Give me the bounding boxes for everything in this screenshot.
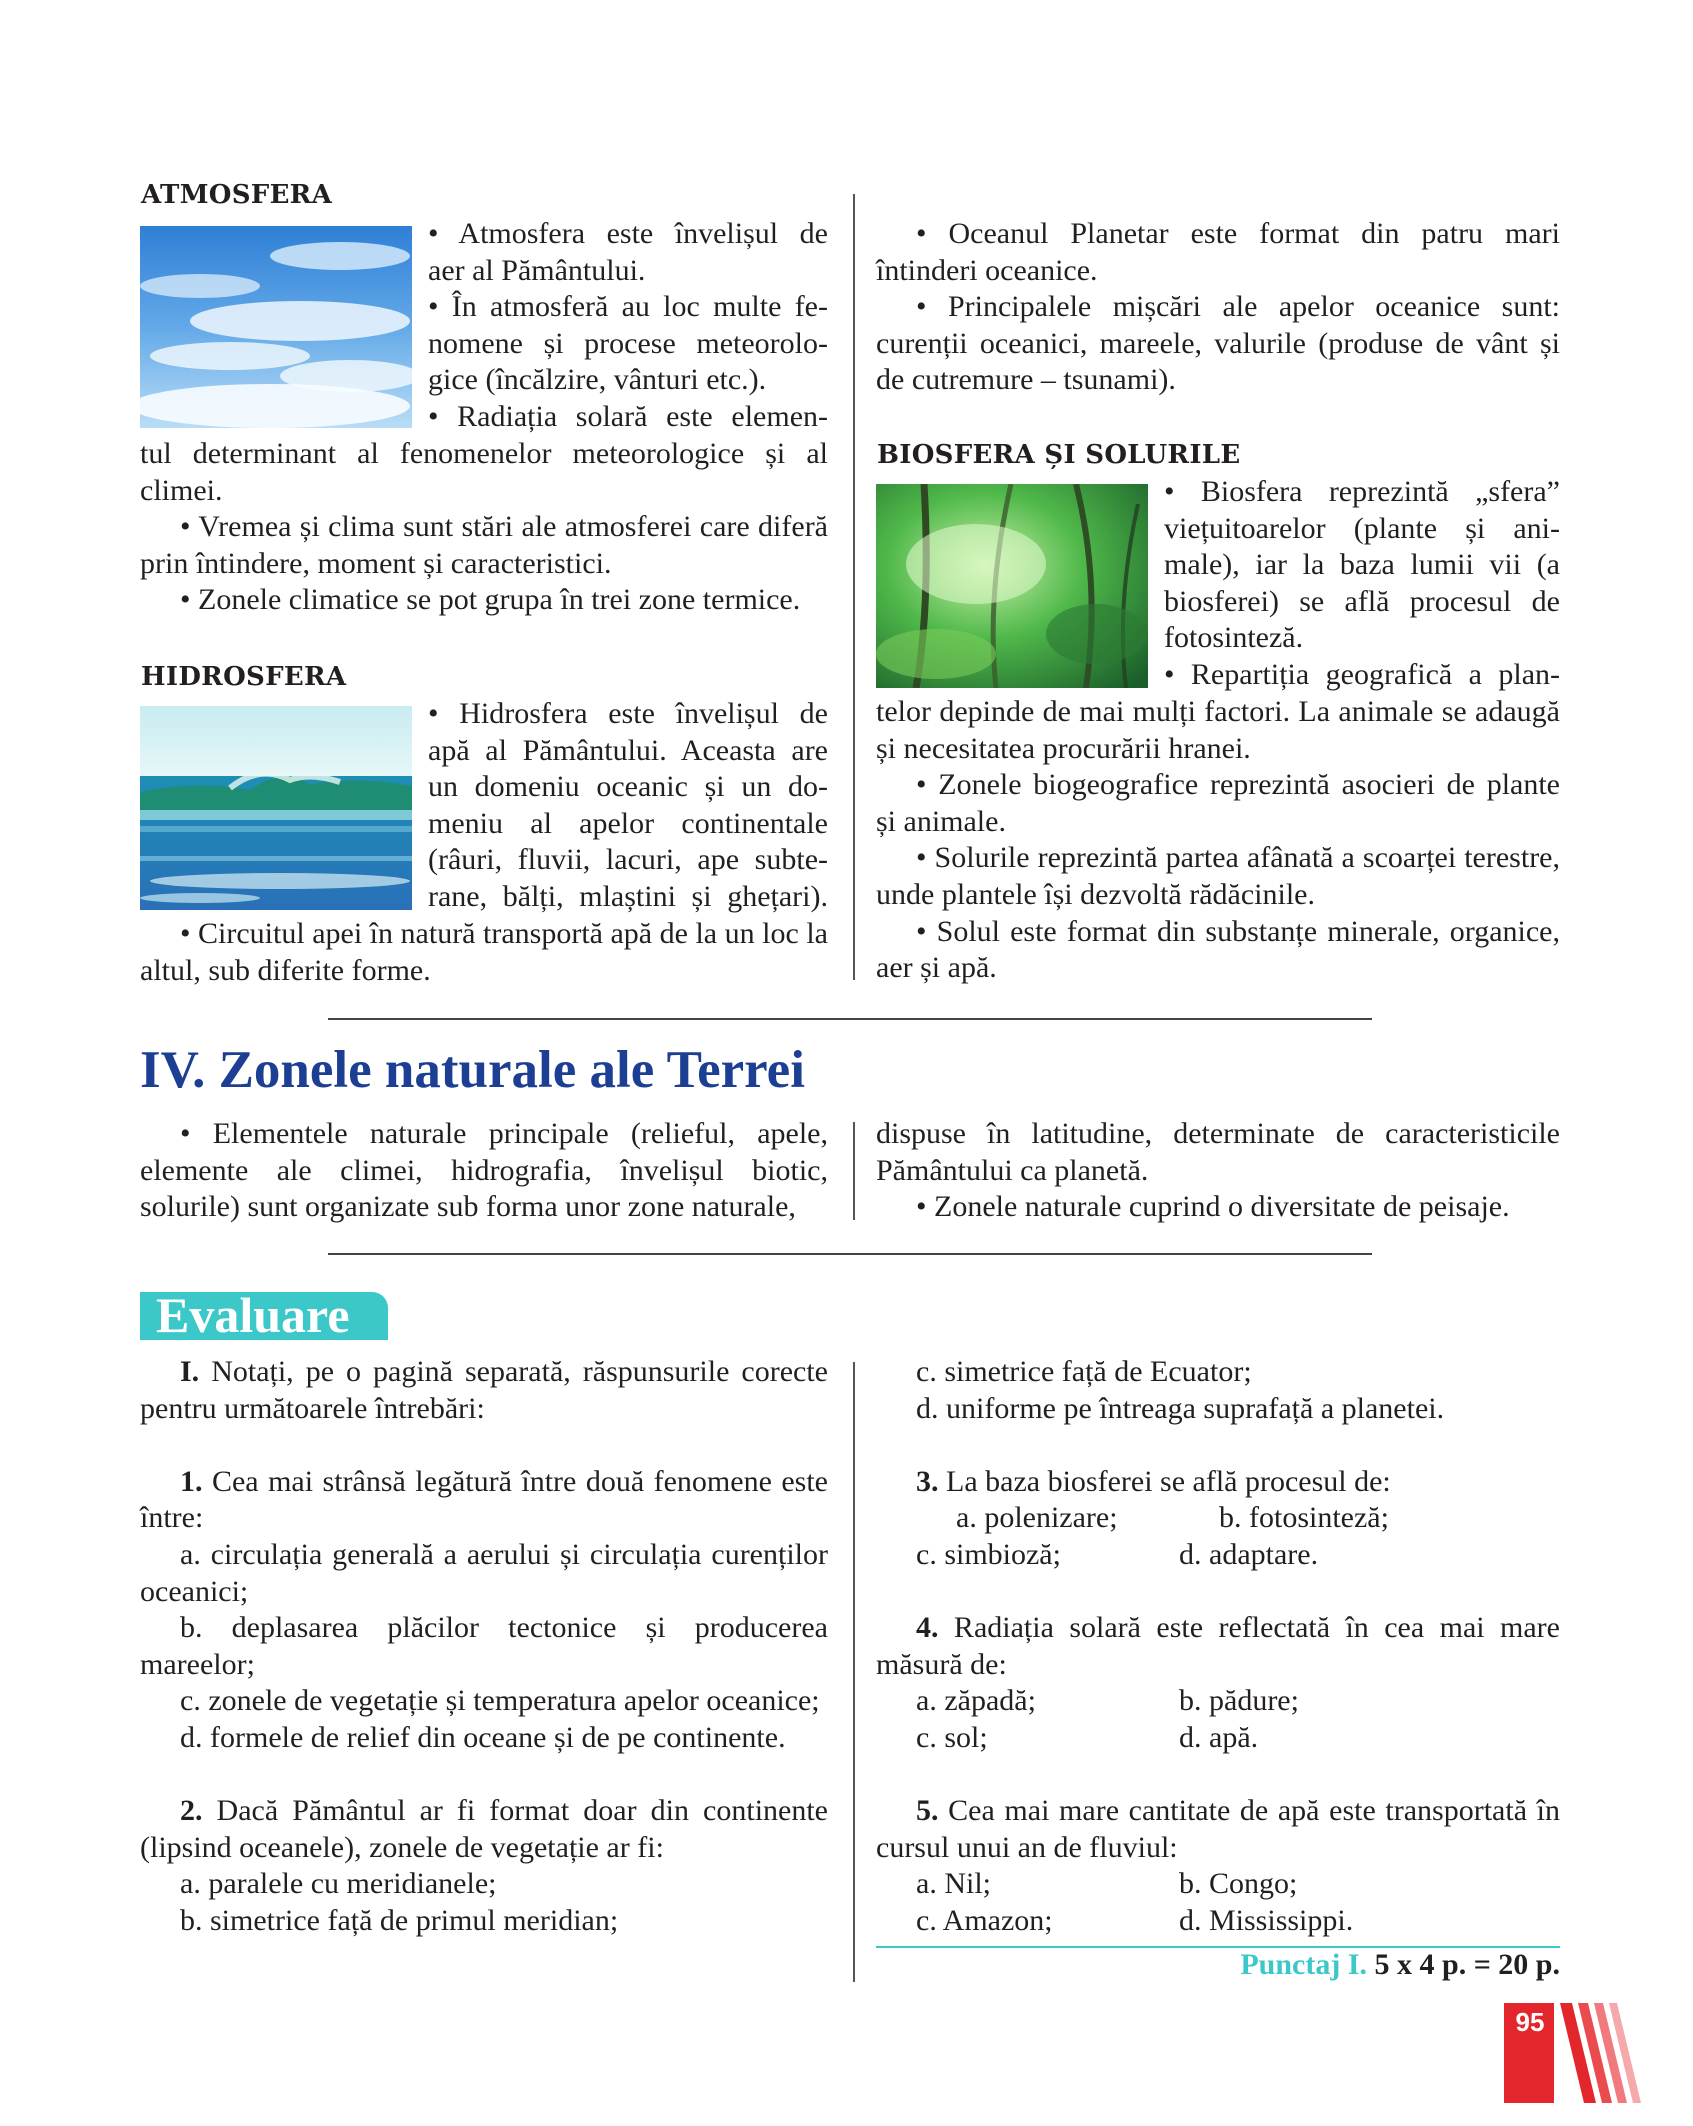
answer-option: a. circulația generală a aerului și circulația curenților oceanici; xyxy=(140,1537,828,1608)
text-line: apă al Pământului. Aceasta are xyxy=(428,733,828,767)
exercise-instructions: Notați, pe o pagină separată, răspunsurile corecte pentru următoarele întrebări: xyxy=(140,1355,828,1425)
paragraph: • Solurile reprezintă partea afânată a scoarței terestre, unde plantele își dezvoltă rădăcinile. xyxy=(876,841,1560,911)
column-divider xyxy=(853,1362,855,1982)
answer-option: a. Nil; xyxy=(916,1867,991,1901)
hidrosfera-wrap-text xyxy=(428,696,828,916)
paragraph: telor depinde de mai mulți factori. La animale se adaugă și necesitatea procurării hranei. xyxy=(876,695,1560,765)
paragraph: • Zonele climatice se pot grupa în trei zone termice. xyxy=(180,583,801,617)
question-number: 3. xyxy=(916,1464,939,1498)
evaluare-right-column xyxy=(876,1354,1560,1940)
answer-row xyxy=(876,1537,1560,1574)
forest-photo xyxy=(876,484,1148,688)
sky-photo xyxy=(140,226,412,428)
section-separator xyxy=(328,1018,1372,1020)
paragraph: dispuse în latitudine, determinate de caracteristicile Pământului ca planetă. xyxy=(876,1117,1560,1187)
question-3 xyxy=(876,1464,1560,1501)
text-line: fotosinteză. xyxy=(1164,621,1304,655)
text-line: • Biosfera reprezintă „sfera” xyxy=(1164,475,1560,508)
biosfera-body xyxy=(876,694,1560,987)
text-line: • Atmosfera este învelișul de xyxy=(428,217,828,250)
question-4 xyxy=(876,1610,1560,1683)
question-number: 2. xyxy=(180,1794,203,1828)
atmosfera-heading: ATMOSFERA xyxy=(141,180,333,210)
answer-option: b. pădure; xyxy=(1179,1684,1299,1718)
text-line: un domeniu oceanic și un do- xyxy=(428,770,828,804)
hidrosfera-body xyxy=(140,916,828,989)
question-number: 1. xyxy=(180,1464,203,1498)
text-line: gice (încălzire, vânturi etc.). xyxy=(428,363,767,397)
answer-option: b. fotosinteză; xyxy=(1219,1501,1389,1535)
answer-option: c. simbioză; xyxy=(916,1537,1061,1571)
answer-row xyxy=(876,1866,1560,1903)
ocean-wave-photo xyxy=(140,706,412,910)
answer-option: a. zăpadă; xyxy=(916,1684,1036,1718)
exercise-intro xyxy=(140,1354,828,1427)
text-line: • Repartiția geografică a plan- xyxy=(1164,657,1560,691)
biosfera-heading: BIOSFERA ȘI SOLURILE xyxy=(877,440,1241,470)
question-text: Cea mai strânsă legătură între două fenomene este între: xyxy=(140,1464,828,1535)
question-text: Radiația solară este reflectată în cea mai mare măsură de: xyxy=(876,1611,1560,1681)
answer-option: a. polenizare; xyxy=(956,1501,1118,1535)
exercise-number: I. xyxy=(180,1355,200,1388)
column-divider xyxy=(853,1122,855,1220)
paragraph: • Oceanul Planetar este format din patru mari întinderi oceanice. xyxy=(876,217,1560,287)
answer-row xyxy=(876,1683,1560,1720)
paragraph: • Solul este format din substanțe minerale, organice, aer și apă. xyxy=(876,914,1560,985)
answer-row xyxy=(876,1500,1560,1537)
answer-option: d. formele de relief din oceane și de pe continente. xyxy=(180,1720,786,1754)
text-line: rane, bălți, mlaștini și ghețari). xyxy=(428,879,828,913)
question-number: 4. xyxy=(916,1611,939,1645)
question-1 xyxy=(140,1464,828,1537)
paragraph: • Vremea și clima sunt stări ale atmosferei care diferă prin întindere, moment și caracteristici. xyxy=(140,510,828,580)
answer-option: c. zonele de vegetație și temperatura apelor oceanice; xyxy=(180,1684,820,1718)
answer-option: b. simetrice față de primul meridian; xyxy=(180,1903,619,1937)
score-line xyxy=(876,1948,1560,1982)
paragraph: • Elementele naturale principale (relieful, apele, elemente ale climei, hidrografia, învelișul biotic, solurile) sunt organizate sub forma unor zone naturale, xyxy=(140,1117,828,1224)
answer-option: a. paralele cu meridianele; xyxy=(180,1867,497,1901)
column-divider xyxy=(853,194,855,980)
text-line: • În atmosferă au loc multe fe- xyxy=(428,290,828,324)
answer-row xyxy=(876,1720,1560,1757)
text-line: viețuitoarelor (plante și ani- xyxy=(1164,511,1560,545)
evaluare-left-column xyxy=(140,1354,828,1940)
question-text: La baza biosferei se află procesul de: xyxy=(938,1464,1391,1498)
ocean-body xyxy=(876,216,1560,399)
section-separator xyxy=(328,1253,1372,1255)
text-line: aer al Pământului. xyxy=(428,253,646,287)
paragraph: • Zonele biogeografice reprezintă asocieri de plante și animale. xyxy=(876,768,1560,838)
answer-option: d. adaptare. xyxy=(1179,1537,1319,1571)
text-line: • Hidrosfera este învelișul de xyxy=(428,697,828,730)
text-line: biosferei) se află procesul de xyxy=(1164,584,1560,618)
chapter-right-text xyxy=(876,1116,1560,1226)
paragraph: tul determinant al fenomenelor meteorologice și al climei. xyxy=(140,437,828,507)
answer-option: b. deplasarea plăcilor tectonice și producerea mareelor; xyxy=(140,1611,828,1681)
biosfera-wrap-text xyxy=(1164,474,1560,694)
answer-option: c. sol; xyxy=(916,1720,988,1754)
answer-row xyxy=(876,1903,1560,1940)
page-number-tab xyxy=(1504,2003,1644,2103)
question-2 xyxy=(140,1793,828,1866)
answer-option: c. simetrice față de Ecuator; xyxy=(916,1355,1252,1388)
chapter-title: IV. Zonele naturale ale Terrei xyxy=(140,1041,805,1099)
paragraph: • Circuitul apei în natură transportă apă de la un loc la altul, sub diferite forme. xyxy=(140,917,828,987)
question-5 xyxy=(876,1793,1560,1866)
page-number: 95 xyxy=(1515,2007,1545,2037)
answer-option: d. uniforme pe întreaga suprafață a planetei. xyxy=(916,1391,1445,1425)
evaluare-badge xyxy=(140,1287,388,1343)
score-label: Punctaj I. xyxy=(1240,1948,1368,1981)
answer-option: d. apă. xyxy=(1179,1720,1259,1754)
text-line: nomene și procese meteorolo- xyxy=(428,326,828,360)
answer-option: b. Congo; xyxy=(1179,1867,1298,1901)
score-value: 5 x 4 p. = 20 p. xyxy=(1374,1948,1560,1981)
question-text: Dacă Pământul ar fi format doar din continente (lipsind oceanele), zonele de vegetație ar fi: xyxy=(140,1794,828,1864)
chapter-left-text xyxy=(140,1116,828,1226)
atmosfera-body xyxy=(140,436,828,619)
question-number: 5. xyxy=(916,1794,939,1828)
text-line: meniu al apelor continentale xyxy=(428,806,828,840)
evaluare-title: Evaluare xyxy=(156,1287,350,1343)
answer-option: c. Amazon; xyxy=(916,1903,1053,1937)
paragraph: • Principalele mișcări ale apelor oceanice sunt: curenții oceanici, mareele, valurile (produse de vânt și de cutremure – tsunami). xyxy=(876,290,1560,397)
text-line: (râuri, fluvii, lacuri, ape subte- xyxy=(428,843,828,877)
answer-option: d. Mississippi. xyxy=(1179,1903,1354,1937)
question-text: Cea mai mare cantitate de apă este transportată în cursul unui an de fluviul: xyxy=(876,1794,1560,1864)
atmosfera-wrap-text xyxy=(428,216,828,436)
paragraph: • Zonele naturale cuprind o diversitate de peisaje. xyxy=(916,1190,1510,1224)
text-line: male), iar la baza lumii vii (a xyxy=(1164,548,1560,582)
hidrosfera-heading: HIDROSFERA xyxy=(141,662,347,692)
text-line: • Radiația solară este elemen- xyxy=(428,399,828,433)
